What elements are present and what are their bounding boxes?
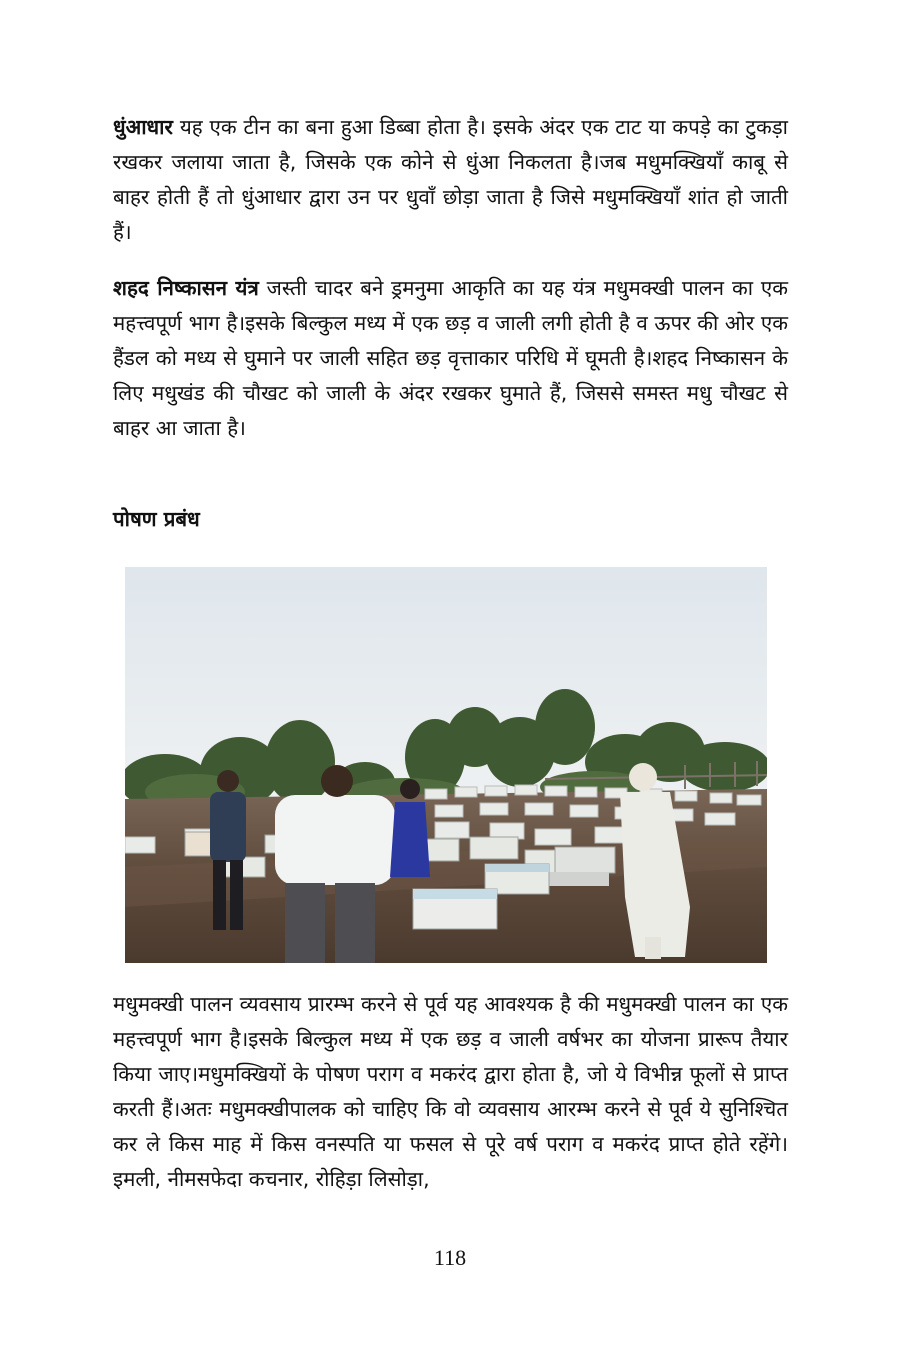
- section-heading-nutrition: पोषण प्रबंध: [113, 507, 200, 531]
- term-honey-extractor: शहद निष्कासन यंत्र: [113, 276, 259, 300]
- apiary-photo: [125, 567, 767, 963]
- term-smoker: धुंआधार: [113, 115, 173, 139]
- paragraph-nutrition: मधुमक्खी पालन व्यवसाय प्रारम्भ करने से पूर्व यह आवश्यक है की मधुमक्खी पालन का एक महत्त्वपूर्ण भाग है।इसके बिल्कुल मध्य में एक छड़ व जाली वर्षभर का योजना प्रारूप तैयार किया जाए।मधुमक्खियों के पोषण पराग व मकरंद द्वारा होता है, जो ये विभीन्न फूलों से प्राप्त करती हैं।अतः मधुमक्खीपालक को चाहिए कि वो व्यवसाय आरम्भ करने से पूर्व ये सुनिश्चित कर ले किस माह में किस वनस्पति या फसल से पूरे वर्ष पराग व मकरंद प्राप्त होते रहेंगे।इमली, नीमसफेदा कचनार, रोहिड़ा लिसोड़ा,: [113, 992, 788, 1191]
- text-honey-extractor: जस्ती चादर बने ड्रमनुमा आकृति का यह यंत्र मधुमक्खी पालन का एक महत्त्वपूर्ण भाग है।इसके बिल्कुल मध्य में एक छड़ व जाली लगी होती है व ऊपर की ओर एक हैंडल को मध्य से घुमाने पर जाली सहित छड़ वृत्ताकार परिधि में घूमती है।शहद निष्कासन के लिए मधुखंड की चौखट को जाली के अंदर रखकर घुमाते हैं, जिससे समस्त मधु चौखट से बाहर आ जाता है।: [113, 276, 788, 440]
- paragraph-smoker: [113, 110, 788, 250]
- page-number: 118: [433, 1245, 467, 1270]
- text-smoker: यह एक टीन का बना हुआ डिब्बा होता है। इसके अंदर एक टाट या कपड़े का टुकड़ा रखकर जलाया जाता है, जिसके एक कोने से धुंआ निकलता है।जब मधुमक्खियाँ काबू से बाहर होती हैं तो धुंआधार द्वारा उन पर धुवाँ छोड़ा जाता है जिसे मधुमक्खियाँ शांत हो जाती हैं।: [113, 115, 788, 244]
- paragraph-honey-extractor: [113, 271, 788, 446]
